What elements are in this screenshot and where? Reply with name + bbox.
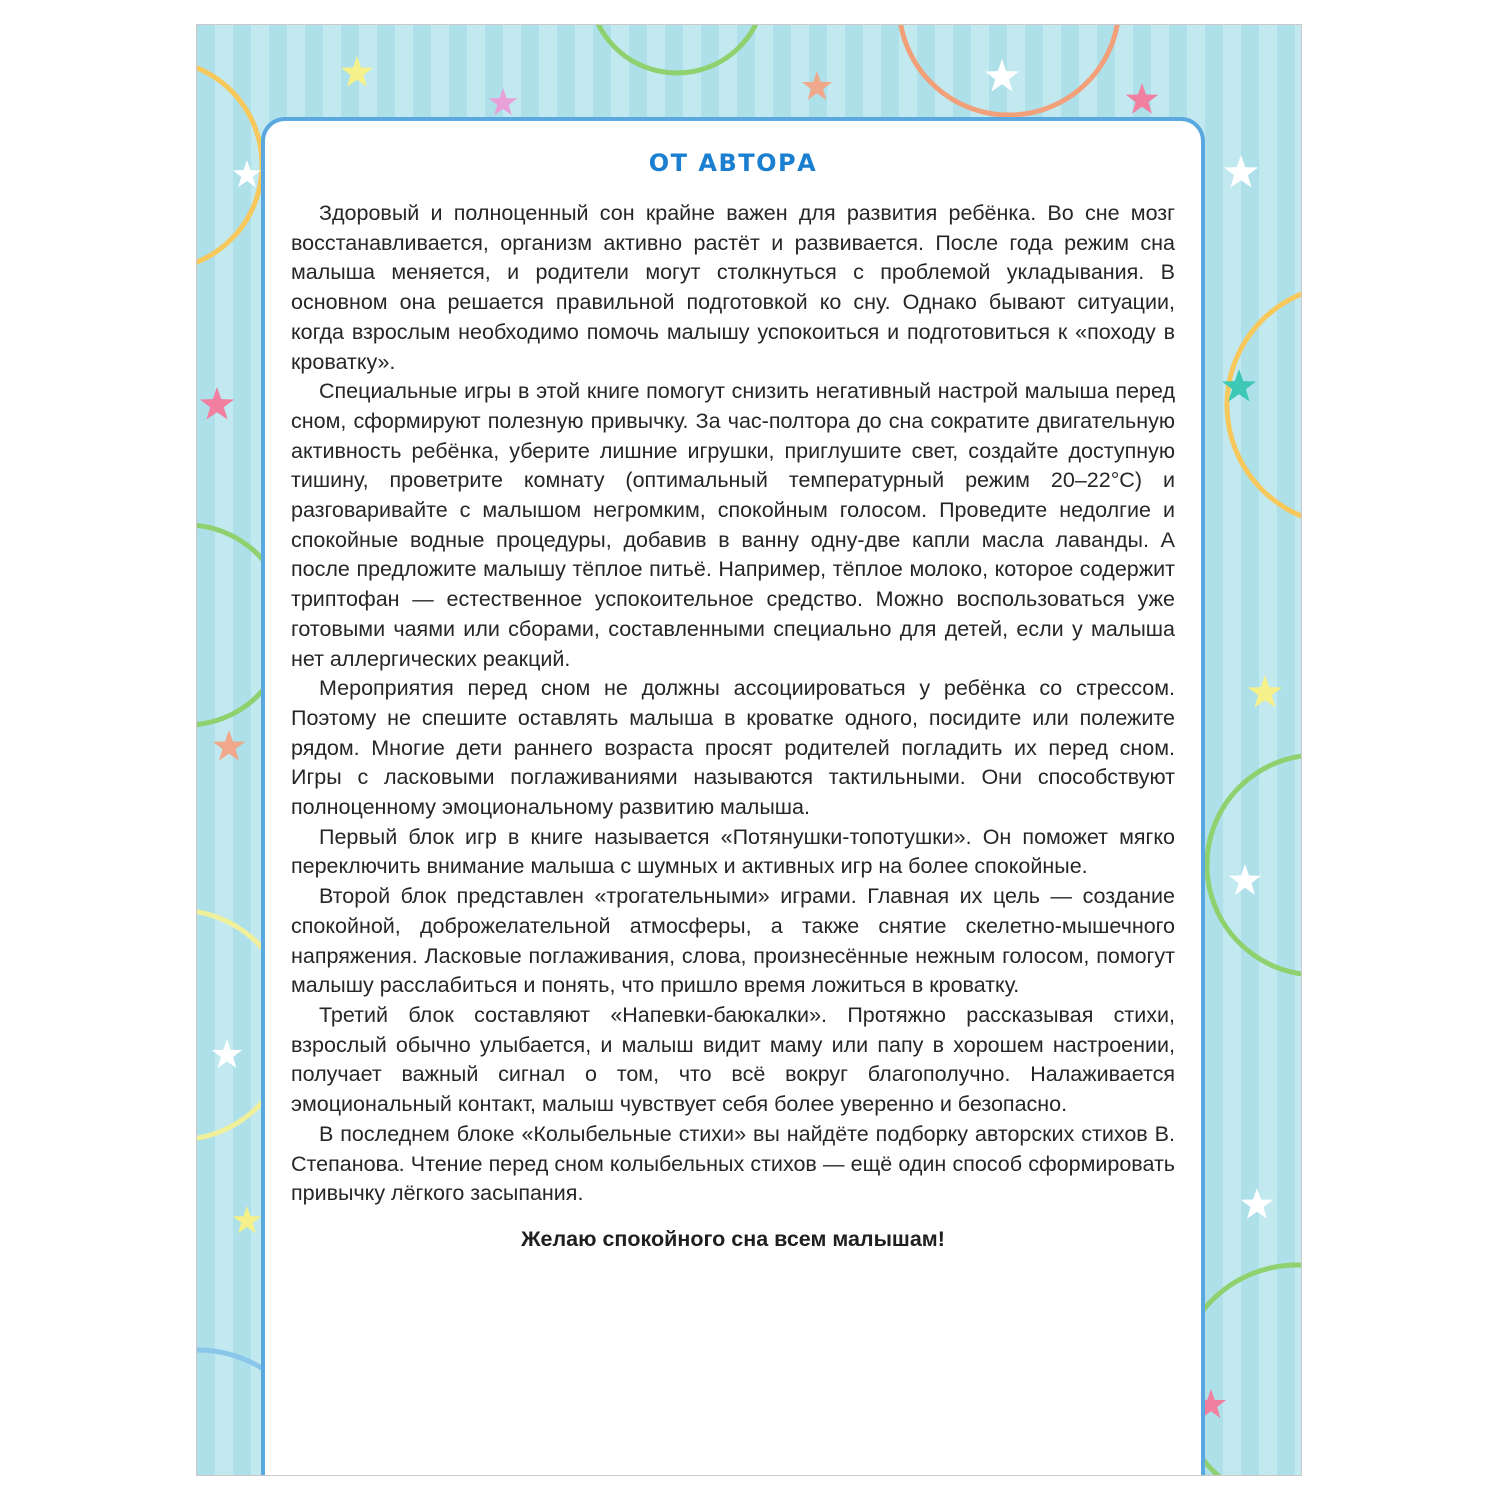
star-icon — [489, 88, 518, 115]
ring-icon — [197, 60, 262, 270]
ring-icon — [899, 25, 1119, 115]
ring-icon — [1207, 755, 1301, 975]
paragraph: Второй блок представлен «трогательными» играми. Главная их цель — создание спокойной, доброжелательной атмосферы, а также снятие скелетно-мышечного напряжения. Ласковые поглаживания, слова, произнесённые нежным голосом, помогут малышу расслабиться и понять, что пришло время ложиться в кроватку. — [291, 884, 1175, 998]
star-icon — [213, 730, 245, 761]
star-icon — [1126, 83, 1158, 114]
paragraph: Мероприятия перед сном не должны ассоциироваться у ребёнка со стрессом. Поэтому не спешите оставлять малыша в кроватке одного, посидите или полежите рядом. Многие дети раннего возраста просят родителей погладить их перед сном. Игры с ласковыми поглаживаниями называются тактильными. Они способствуют полноценному эмоциональному развитию малыша. — [291, 676, 1175, 820]
paragraph: В последнем блоке «Колыбельные стихи» вы найдёте подборку авторских стихов В. Степанова. Чтение перед сном колыбельных стихов — ещё один способ сформировать привычку лёгкого засыпания. — [291, 1121, 1175, 1206]
star-icon — [233, 1206, 262, 1233]
ring-icon — [1227, 285, 1301, 525]
star-icon — [212, 1039, 242, 1068]
star-icon — [1229, 864, 1261, 895]
star-icon — [802, 71, 832, 100]
star-icon — [341, 56, 373, 87]
star-icon — [1241, 1188, 1273, 1219]
star-icon — [233, 160, 262, 187]
paragraph: Первый блок игр в книге называется «Потянушки-топотушки». Он поможет мягко переключить внимание малыша с шумных и активных игр на более спокойные. — [291, 824, 1175, 879]
ring-icon — [589, 25, 765, 73]
star-icon — [1248, 675, 1282, 708]
paragraph: Третий блок составляют «Напевки-баюкалки». Протяжно рассказывая стихи, взрослый обычно улыбается, и малыш видит маму или папу в хорошем настроении, получает важный сигнал о том, что всё вокруг благополучно. Налаживается эмоциональный контакт, малыш чувствует себя более уверенно и безопасно. — [291, 1002, 1175, 1117]
star-icon — [1224, 155, 1258, 188]
text-card — [261, 117, 1205, 1475]
body-text — [291, 199, 1175, 1209]
star-icon — [985, 59, 1019, 92]
card-content — [291, 145, 1175, 1252]
paragraph: Здоровый и полноценный сон крайне важен для развития ребёнка. Во сне мозг восстанавливается, организм активно растёт и развивается. После года режим сна малыша меняется, и родители могут столкнуться с проблемой укладывания. В основном она решается правильной подготовкой ко сну. Однако бывают ситуации, когда взрослым необходимо помочь малышу успокоиться и подготовиться к «походу в кроватку». — [291, 201, 1175, 374]
closing-wish: Желаю спокойного сна всем малышам! — [521, 1226, 945, 1251]
book-page — [197, 25, 1301, 1475]
star-icon — [200, 387, 234, 420]
paragraph: Специальные игры в этой книге помогут снизить негативный настрой малыша перед сном, сформируют полезную привычку. За час-полтора до сна сократите двигательную активность ребёнка, уберите лишние игрушки, приглушите свет, создайте доступную тишину, проветрите комнату (оптимальный температурный режим 20–22°С) и разговаривайте с малышом негромким, спокойным голосом. Проведите недолгие и спокойные водные процедуры, добавив в ванну одну-две капли масла лаванды. А после предложите малышу тёплое питьё. Например, тёплое молоко, которое содержит триптофан — естественное успокоительное средство. Можно воспользоваться уже готовыми чаями или сборами, составленными специально для детей, если у малыша нет аллергических реакций. — [291, 379, 1175, 671]
page-title: ОТ АВТОРА — [648, 149, 818, 177]
